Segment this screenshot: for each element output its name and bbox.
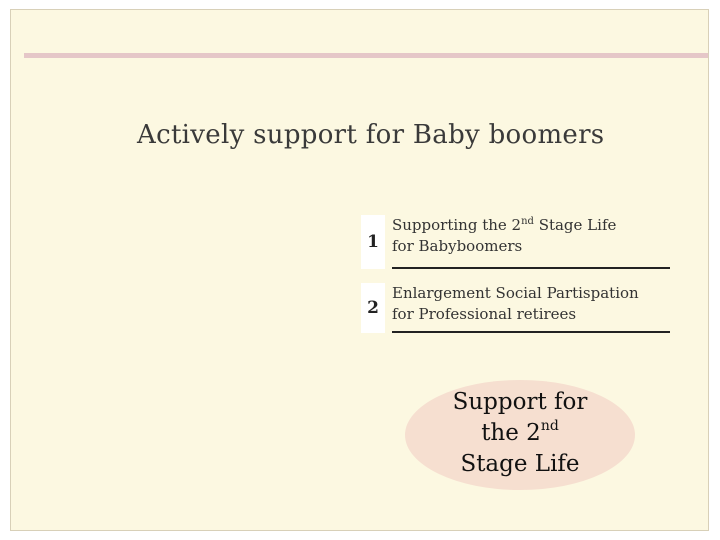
top-divider xyxy=(24,53,708,58)
item-number: 1 xyxy=(361,215,385,269)
item-number: 2 xyxy=(361,283,385,333)
list-item-1 xyxy=(361,215,670,269)
item-underline xyxy=(392,331,670,333)
list-item-2 xyxy=(361,283,670,333)
highlight-text: Support for the 2nd Stage Life xyxy=(452,389,588,477)
item-underline xyxy=(392,267,670,269)
slide-title: Actively support for Baby boomers xyxy=(137,120,605,150)
item-text: Enlargement Social Partispation for Professional retirees xyxy=(392,284,639,323)
item-text: Supporting the 2nd Stage Life for Babyboomers xyxy=(392,216,617,255)
